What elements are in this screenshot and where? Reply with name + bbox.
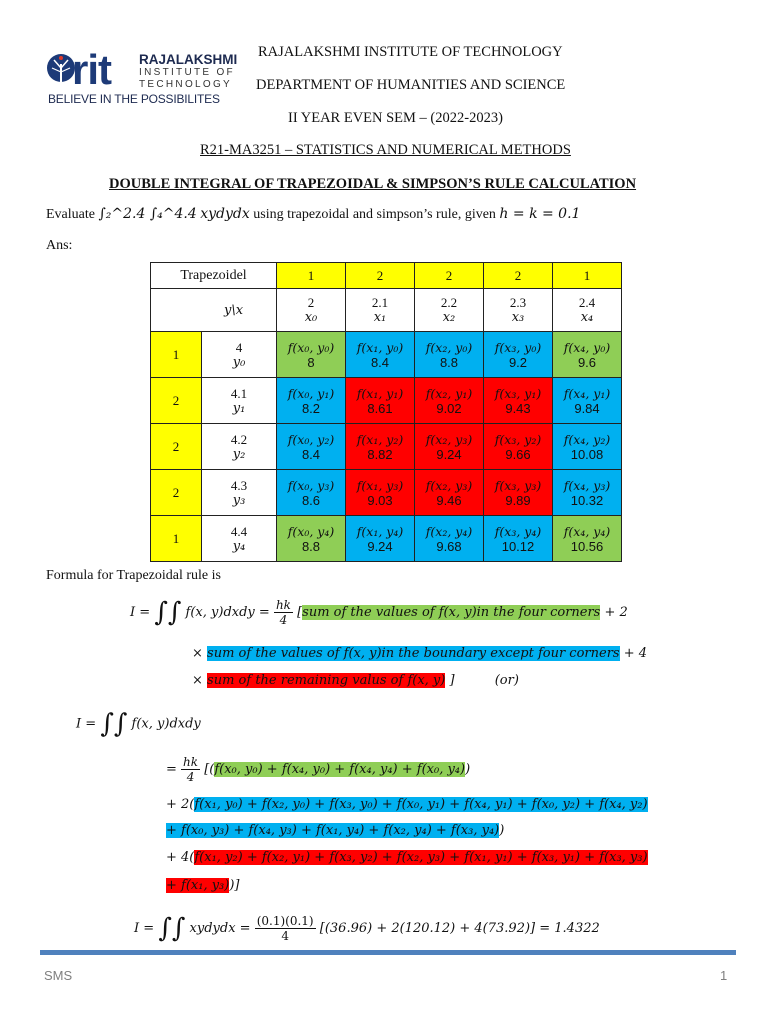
answer-label: Ans: — [46, 238, 73, 253]
yx-label: y\x — [151, 289, 277, 332]
table-cell: f(x₁, y₃) 9.03 — [346, 470, 415, 516]
y-header: 4.1 y₁ — [202, 378, 277, 424]
question-mid: using trapezoidal and simpson’s rule, given — [253, 207, 496, 222]
institute-name: RAJALAKSHMI INSTITUTE OF TECHNOLOGY — [258, 44, 563, 60]
formula-line-4: I = ∫∫ f(x, y)dxdy — [76, 709, 201, 739]
green-expression: f(x₀, y₀) + f(x₄, y₀) + f(x₄, y₄) + f(x₀, y₄) — [214, 762, 466, 777]
page-number: 1 — [720, 968, 728, 983]
logo-mark: rit — [72, 46, 111, 93]
table-cell: f(x₃, y₂) 9.66 — [484, 424, 553, 470]
table-cell: f(x₀, y₃) 8.6 — [277, 470, 346, 516]
footer-left: SMS — [44, 968, 73, 983]
table-cell: f(x₄, y₄) 10.56 — [553, 516, 622, 562]
formula-heading: Formula for Trapezoidal rule is — [46, 568, 221, 583]
col-weight: 2 — [484, 263, 553, 289]
remaining-term: sum of the remaining valus of f(x, y) — [207, 673, 446, 688]
table-cell: f(x₂, y₃) 9.46 — [415, 470, 484, 516]
table-cell: f(x₂, y₄) 9.68 — [415, 516, 484, 562]
table-row — [151, 332, 622, 378]
table-cell: f(x₁, y₁) 8.61 — [346, 378, 415, 424]
logo-sub2: TECHNOLOGY — [139, 79, 233, 90]
col-weight: 2 — [346, 263, 415, 289]
table-cell: f(x₁, y₂) 8.82 — [346, 424, 415, 470]
logo-sub1: INSTITUTE OF — [139, 67, 235, 78]
col-weight: 1 — [553, 263, 622, 289]
trapezoidal-table — [150, 262, 622, 562]
logo-tagline: BELIEVE IN THE POSSIBILITES — [48, 92, 220, 106]
x-header: 2.3 x₃ — [484, 289, 553, 332]
row-weight: 1 — [151, 516, 202, 562]
table-cell: f(x₀, y₂) 8.4 — [277, 424, 346, 470]
table-cell: f(x₃, y₃) 9.89 — [484, 470, 553, 516]
table-cell: f(x₄, y₃) 10.32 — [553, 470, 622, 516]
question-line — [46, 206, 580, 223]
department-name: DEPARTMENT OF HUMANITIES AND SCIENCE — [256, 77, 566, 93]
table-row — [151, 378, 622, 424]
y-header: 4.4 y₄ — [202, 516, 277, 562]
formula-line-9: + f(x₁, y₃))] — [166, 878, 240, 893]
table-corner: Trapezoidel — [151, 263, 277, 289]
formula-line-5: = $\frac{hk}{4}$ [(f(x₀, y₀) + f(x₄, y₀) + f(x₄, y₄) + f(x₀, y₄)) — [166, 755, 471, 784]
formula-line-1: I = ∫∫ f(x, y)dxdy = $\frac{hk}{4}$ [sum of the values of f(x, y)in the four corners + 2 — [130, 597, 628, 628]
question-given: h = k = 0.1 — [499, 206, 581, 222]
corners-term: sum of the values of f(x, y)in the four corners — [302, 605, 601, 620]
result-line: I = ∫∫ xydydx = $\frac{(0.1)(0.1)}{4}$ [(36.96) + 2(120.12) + 4(73.92)] = 1.4322 — [134, 913, 600, 944]
blue-expression: f(x₁, y₀) + f(x₂, y₀) + f(x₃, y₀) + f(x₀, y₁) + f(x₄, y₁) + f(x₀, y₂) + f(x₄, y₂) — [194, 797, 648, 812]
x-header: 2.2 x₂ — [415, 289, 484, 332]
col-weight: 2 — [415, 263, 484, 289]
question-integrand: xydydx — [200, 206, 250, 222]
red-expression: f(x₁, y₂) + f(x₂, y₁) + f(x₃, y₂) + f(x₂, y₃) + f(x₁, y₁) + f(x₃, y₁) + f(x₃, y₃) — [194, 850, 648, 865]
table-cell: f(x₃, y₁) 9.43 — [484, 378, 553, 424]
table-cell: f(x₄, y₀) 9.6 — [553, 332, 622, 378]
table-cell: f(x₂, y₁) 9.02 — [415, 378, 484, 424]
y-header: 4.2 y₂ — [202, 424, 277, 470]
institute-logo — [46, 46, 246, 108]
row-weight: 2 — [151, 424, 202, 470]
table-cell: f(x₄, y₂) 10.08 — [553, 424, 622, 470]
formula-line-3: × sum of the remaining valus of f(x, y) ] (or) — [192, 673, 519, 688]
table-cell: f(x₁, y₀) 8.4 — [346, 332, 415, 378]
table-cell: f(x₀, y₁) 8.2 — [277, 378, 346, 424]
boundary-term: sum of the values of f(x, y)in the boundary except four corners — [207, 646, 620, 661]
evaluate-text: Evaluate — [46, 207, 95, 222]
table-row — [151, 516, 622, 562]
col-weight: 1 — [277, 263, 346, 289]
page-title: DOUBLE INTEGRAL OF TRAPEZOIDAL & SIMPSON’S RULE CALCULATION — [109, 176, 637, 192]
row-weight: 2 — [151, 470, 202, 516]
table-row — [151, 424, 622, 470]
formula-line-2: × sum of the values of f(x, y)in the boundary except four corners + 4 — [192, 646, 648, 661]
y-header: 4 y₀ — [202, 332, 277, 378]
row-weight: 2 — [151, 378, 202, 424]
formula-line-6: + 2(f(x₁, y₀) + f(x₂, y₀) + f(x₃, y₀) + f(x₀, y₁) + f(x₄, y₁) + f(x₀, y₂) + f(x₄, y₂) — [166, 797, 648, 812]
formula-line-8: + 4(f(x₁, y₂) + f(x₂, y₁) + f(x₃, y₂) + f(x₂, y₃) + f(x₁, y₁) + f(x₃, y₁) + f(x₃, y₃) — [166, 850, 648, 865]
x-header: 2.4 x₄ — [553, 289, 622, 332]
table-cell: f(x₃, y₀) 9.2 — [484, 332, 553, 378]
y-header: 4.3 y₃ — [202, 470, 277, 516]
table-cell: f(x₃, y₄) 10.12 — [484, 516, 553, 562]
table-cell: f(x₂, y₃) 9.24 — [415, 424, 484, 470]
course-title: R21-MA3251 – STATISTICS AND NUMERICAL METHODS — [200, 142, 571, 158]
table-cell: f(x₁, y₄) 9.24 — [346, 516, 415, 562]
x-header: 2 x₀ — [277, 289, 346, 332]
footer-rule — [40, 950, 736, 955]
red-expression: + f(x₁, y₃) — [166, 878, 230, 893]
table-cell: f(x₄, y₁) 9.84 — [553, 378, 622, 424]
row-weight: 1 — [151, 332, 202, 378]
blue-expression: + f(x₀, y₃) + f(x₄, y₃) + f(x₁, y₄) + f(x₂, y₄) + f(x₃, y₄) — [166, 823, 500, 838]
formula-line-7: + f(x₀, y₃) + f(x₄, y₃) + f(x₁, y₄) + f(x₂, y₄) + f(x₃, y₄)) — [166, 823, 505, 838]
question-integral: ∫₂^2.4 ∫₄^4.4 — [98, 206, 197, 222]
table-cell: f(x₂, y₀) 8.8 — [415, 332, 484, 378]
table-cell: f(x₀, y₀) 8 — [277, 332, 346, 378]
semester-line: II YEAR EVEN SEM – (2022-2023) — [288, 110, 503, 126]
x-header: 2.1 x₁ — [346, 289, 415, 332]
table-row — [151, 470, 622, 516]
logo-name: RAJALAKSHMI — [139, 52, 238, 67]
table-cell: f(x₀, y₄) 8.8 — [277, 516, 346, 562]
